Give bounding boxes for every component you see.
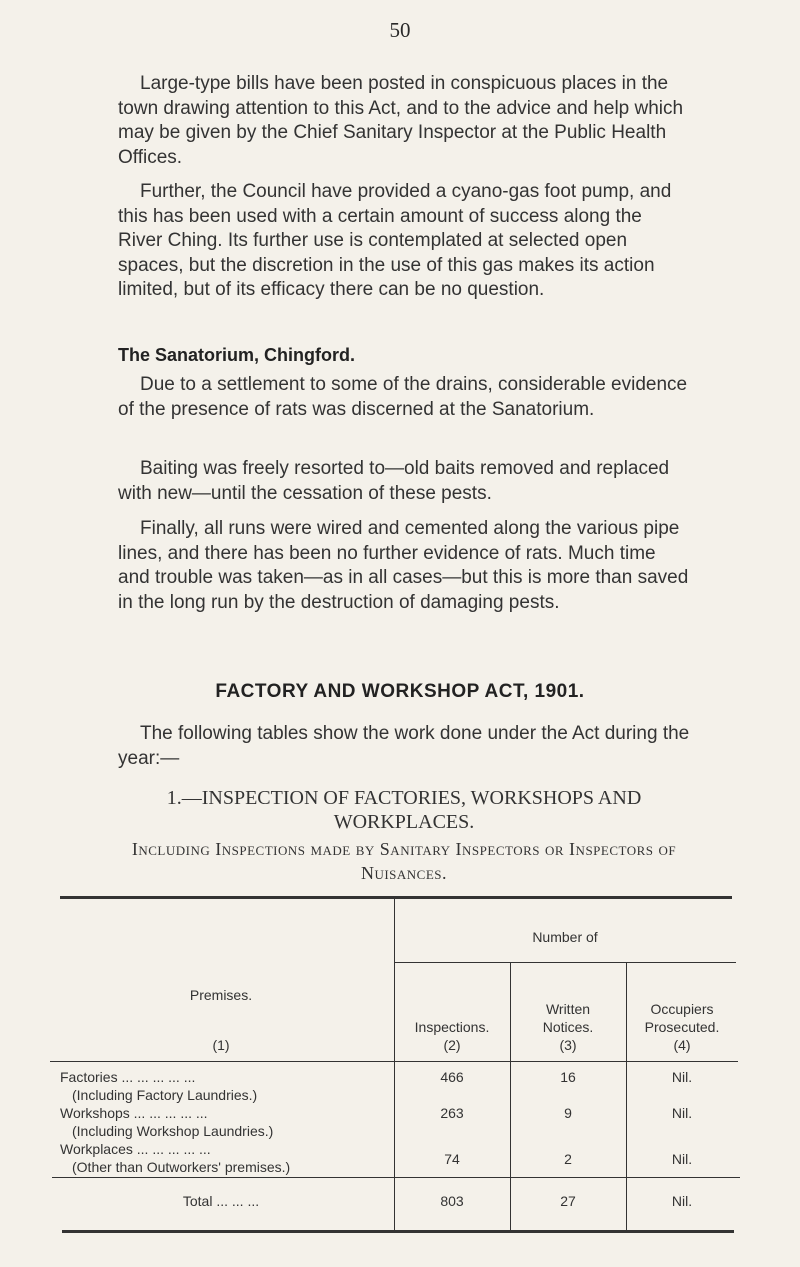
paragraph-cyano-gas-text: Further, the Council have provided a cyano-gas foot pump, and this has been used with a certain amount of success along the River Ching. Its further use is contemplated at selected open spaces, but the discretion in the use of this gas makes its action limited, but of its efficacy there can be no question. bbox=[118, 181, 672, 300]
row-workshops-inspections: 263 bbox=[440, 1105, 464, 1121]
paragraph-bills-text: Large-type bills have been posted in conspicuous places in the town drawing attention to this Act, and to the advice and help which may be given by the Chief Sanitary Inspector at the Public Health Offices. bbox=[118, 73, 684, 168]
paragraph-settlement-text: Due to a settlement to some of the drains, considerable evidence of the presence of rats was discerned at the Sanatorium. bbox=[118, 374, 688, 420]
paragraph-tables-intro-text: The following tables show the work done under the Act during the year:— bbox=[118, 723, 690, 769]
header-written-num: (3) bbox=[559, 1037, 577, 1053]
header-premises-num: (1) bbox=[212, 1037, 230, 1053]
row-total-prosecuted: Nil. bbox=[671, 1193, 693, 1209]
row-workplaces-inspections: 74 bbox=[444, 1151, 460, 1167]
paragraph-finally bbox=[118, 517, 690, 615]
row-workplaces-prosecuted: Nil. bbox=[671, 1151, 693, 1167]
row-workshops-name: Workshops ... ... ... ... ... bbox=[60, 1105, 208, 1121]
heading-factory-act: FACTORY AND WORKSHOP ACT, 1901. bbox=[215, 681, 585, 702]
table-bottom-rule bbox=[62, 1230, 734, 1233]
header-written: Written bbox=[545, 1001, 591, 1017]
paragraph-bills bbox=[118, 72, 690, 170]
row-workshops-notices: 9 bbox=[564, 1105, 572, 1121]
paragraph-baiting bbox=[118, 457, 690, 506]
paragraph-finally-text: Finally, all runs were wired and cemented along the various pipe lines, and there has been no further evidence of rats. Much time and trouble was taken—as in all cases—but this is more than saved in the long run by the destruction of damaging pests. bbox=[118, 518, 689, 613]
header-mid-rule bbox=[394, 962, 736, 963]
row-total-notices: 27 bbox=[560, 1193, 576, 1209]
section-title: 1.—INSPECTION OF FACTORIES, WORKSHOPS AND WORKPLACES. bbox=[166, 787, 642, 833]
total-rule bbox=[52, 1177, 740, 1178]
header-occupiers-num: (4) bbox=[673, 1037, 691, 1053]
header-occupiers: Occupiers bbox=[650, 1001, 714, 1017]
row-factories-prosecuted: Nil. bbox=[671, 1069, 693, 1085]
row-total-inspections: 803 bbox=[440, 1193, 464, 1209]
section-subtitle: Including Inspections made by Sanitary Inspectors or Inspectors of Nuisances. bbox=[131, 839, 677, 883]
row-factories-sub: (Including Factory Laundries.) bbox=[72, 1087, 258, 1103]
heading-sanatorium: The Sanatorium, Chingford. bbox=[118, 345, 355, 365]
header-inspections-num: (2) bbox=[443, 1037, 461, 1053]
row-workshops-sub: (Including Workshop Laundries.) bbox=[72, 1123, 274, 1139]
page-number: 50 bbox=[389, 18, 411, 42]
col-divider-1 bbox=[394, 899, 395, 1232]
paragraph-settlement bbox=[118, 373, 690, 422]
inspection-table bbox=[48, 896, 738, 1209]
row-workplaces-notices: 2 bbox=[564, 1151, 572, 1167]
header-premises: Premises. bbox=[189, 987, 253, 1003]
header-prosecuted: Prosecuted. bbox=[644, 1019, 720, 1035]
row-workplaces-name: Workplaces ... ... ... ... ... bbox=[60, 1141, 211, 1157]
paragraph-tables-intro bbox=[118, 722, 690, 771]
header-number-of: Number of bbox=[532, 929, 598, 945]
header-inspections: Inspections. bbox=[414, 1019, 490, 1035]
row-workshops-prosecuted: Nil. bbox=[671, 1105, 693, 1121]
row-factories-name: Factories ... ... ... ... ... bbox=[60, 1069, 196, 1085]
table-top-rule bbox=[60, 896, 732, 899]
row-workplaces-sub: (Other than Outworkers' premises.) bbox=[72, 1159, 291, 1175]
row-total-label: Total ... ... ... bbox=[182, 1193, 260, 1209]
header-notices: Notices. bbox=[542, 1019, 594, 1035]
row-factories-notices: 16 bbox=[560, 1069, 576, 1085]
row-factories-inspections: 466 bbox=[440, 1069, 464, 1085]
paragraph-cyano-gas bbox=[118, 180, 690, 303]
paragraph-baiting-text: Baiting was freely resorted to—old baits removed and replaced with new—until the cessation of these pests. bbox=[118, 458, 670, 504]
